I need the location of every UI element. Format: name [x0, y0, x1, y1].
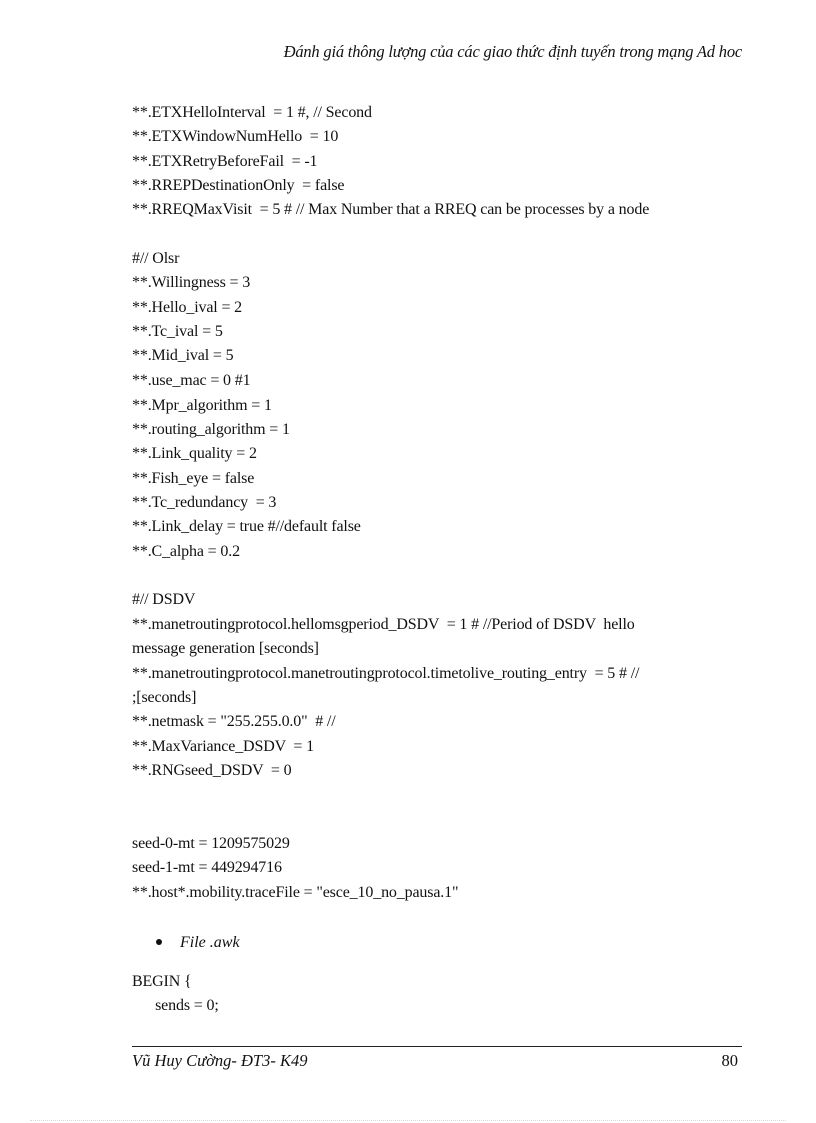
page-bottom-divider	[30, 1120, 786, 1121]
code-line: **.manetroutingprotocol.hellomsgperiod_DSDV = 1 # //Period of DSDV hello	[132, 616, 635, 633]
code-line: **.Tc_redundancy = 3	[132, 494, 277, 511]
code-line: **.use_mac = 0 #1	[132, 372, 251, 389]
footer-author: Vũ Huy Cường- ĐT3- K49	[132, 1051, 308, 1070]
page-number: 80	[721, 1051, 738, 1070]
code-line: **.Willingness = 3	[132, 274, 251, 291]
code-line: **.ETXHelloInterval = 1 #, // Second	[132, 104, 372, 121]
code-line: **.RREQMaxVisit = 5 # // Max Number that a RREQ can be processes by a node	[132, 201, 650, 218]
code-line: **.netmask = "255.255.0.0" # //	[132, 713, 336, 730]
code-line: BEGIN {	[132, 973, 192, 990]
section-comment-olsr: #// Olsr	[132, 250, 180, 267]
code-line: **.RNGseed_DSDV = 0	[132, 762, 292, 779]
code-line: **.Fish_eye = false	[132, 470, 255, 487]
footer-divider	[132, 1046, 742, 1047]
bullet-item-file-awk: File .awk	[180, 934, 240, 951]
code-line: **.Mid_ival = 5	[132, 347, 234, 364]
running-header: Đánh giá thông lượng của các giao thức định tuyến trong mạng Ad hoc	[283, 42, 742, 61]
code-line: **.ETXWindowNumHello = 10	[132, 128, 339, 145]
bullet-icon	[156, 939, 162, 945]
code-line: **.Mpr_algorithm = 1	[132, 397, 272, 414]
code-line: **.Hello_ival = 2	[132, 299, 243, 316]
code-line: ;[seconds]	[132, 689, 197, 706]
code-line: **.C_alpha = 0.2	[132, 543, 240, 560]
code-line: **.routing_algorithm = 1	[132, 421, 290, 438]
code-line: **.Link_delay = true #//default false	[132, 518, 361, 535]
code-line: **.MaxVariance_DSDV = 1	[132, 738, 314, 755]
code-line: **.Tc_ival = 5	[132, 323, 223, 340]
code-line: **.Link_quality = 2	[132, 445, 257, 462]
code-line: seed-1-mt = 449294716	[132, 859, 282, 876]
code-line: **.host*.mobility.traceFile = "esce_10_no_pausa.1"	[132, 884, 459, 901]
code-line: **.ETXRetryBeforeFail = -1	[132, 153, 318, 170]
code-line: **.RREPDestinationOnly = false	[132, 177, 345, 194]
code-line: sends = 0;	[132, 997, 219, 1014]
section-comment-dsdv: #// DSDV	[132, 591, 196, 608]
code-line: seed-0-mt = 1209575029	[132, 835, 290, 852]
code-line: **.manetroutingprotocol.manetroutingprotocol.timetolive_routing_entry = 5 # //	[132, 665, 640, 682]
code-line: message generation [seconds]	[132, 640, 319, 657]
